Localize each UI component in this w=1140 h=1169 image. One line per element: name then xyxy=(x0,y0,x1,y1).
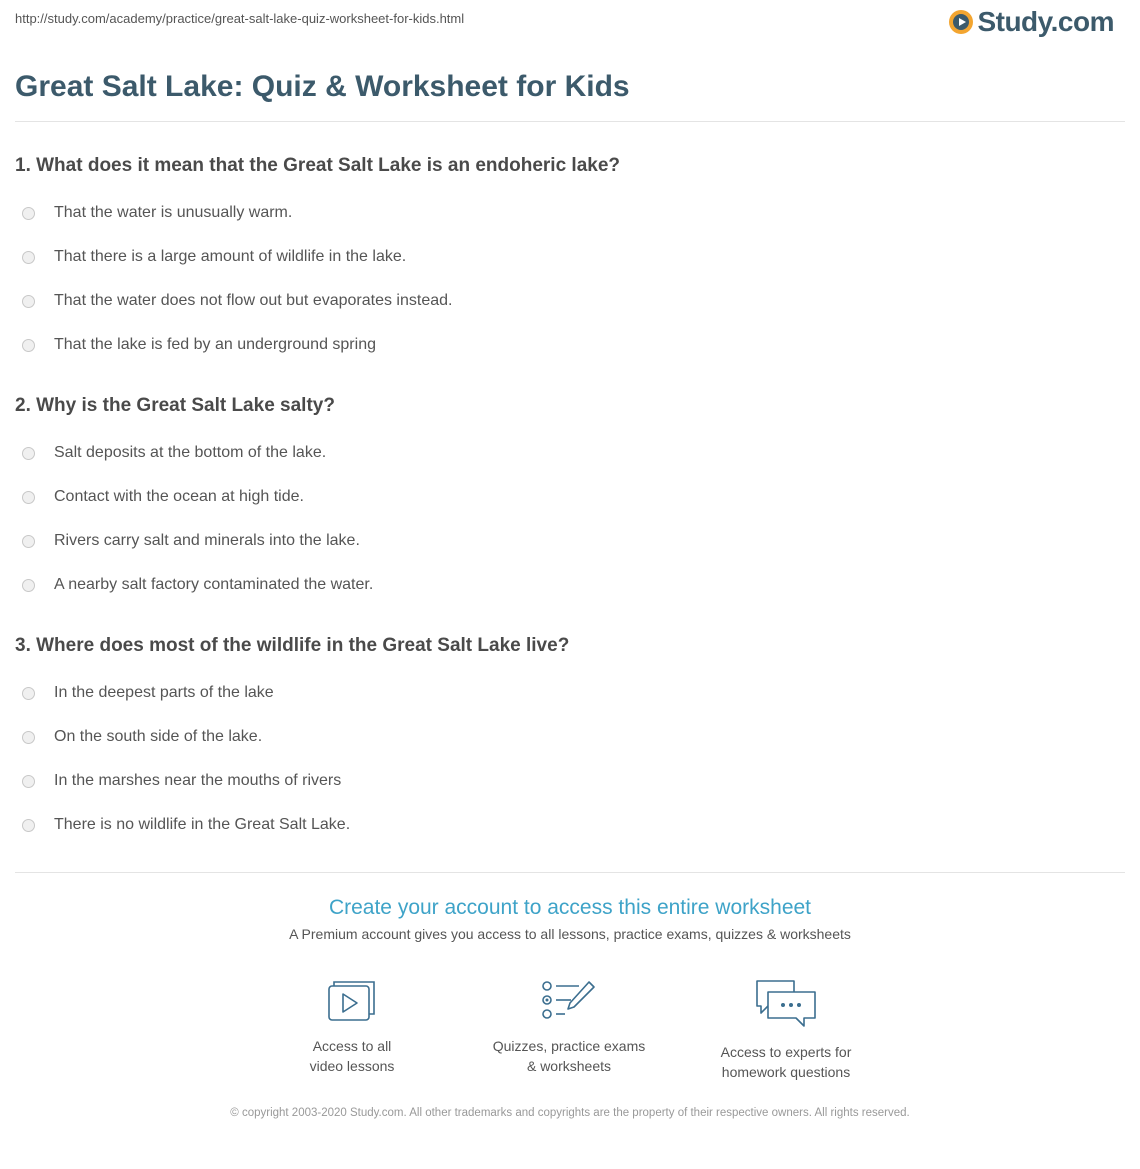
answer-label: There is no wildlife in the Great Salt Lake. xyxy=(54,816,351,833)
answer-option[interactable] xyxy=(15,767,1125,811)
radio-button[interactable] xyxy=(22,207,35,220)
answer-option[interactable] xyxy=(15,243,1125,287)
answer-label: That the water does not flow out but evaporates instead. xyxy=(54,292,453,309)
feature-quizzes xyxy=(474,978,664,1076)
page-url: http://study.com/academy/practice/great-salt-lake-quiz-worksheet-for-kids.html xyxy=(15,11,465,26)
radio-button[interactable] xyxy=(22,251,35,264)
answer-label: Contact with the ocean at high tide. xyxy=(54,488,304,505)
answer-option[interactable] xyxy=(15,483,1125,527)
radio-button[interactable] xyxy=(22,491,35,504)
feature-label: Quizzes, practice exams & worksheets xyxy=(492,1038,646,1074)
radio-button[interactable] xyxy=(22,775,35,788)
logo-text: Study.com xyxy=(977,6,1114,37)
answer-list xyxy=(15,199,1125,375)
answer-list xyxy=(15,679,1125,855)
answer-label: Rivers carry salt and minerals into the lake. xyxy=(54,532,360,549)
answer-label: Salt deposits at the bottom of the lake. xyxy=(54,444,327,461)
answer-option[interactable] xyxy=(15,439,1125,483)
quiz-checklist-icon xyxy=(541,978,597,1024)
feature-experts xyxy=(691,978,881,1082)
answer-label: In the deepest parts of the lake xyxy=(54,684,274,701)
answer-label: That the water is unusually warm. xyxy=(54,204,293,221)
feature-video-lessons xyxy=(257,978,447,1076)
answer-label: A nearby salt factory contaminated the water. xyxy=(54,576,374,593)
answer-label: That there is a large amount of wildlife in the lake. xyxy=(54,248,407,265)
radio-button[interactable] xyxy=(22,731,35,744)
question-title: 2. Why is the Great Salt Lake salty? xyxy=(15,395,335,416)
answer-option[interactable] xyxy=(15,571,1125,615)
feature-label: Access to all video lessons xyxy=(309,1038,395,1074)
question-1 xyxy=(15,155,1125,375)
question-3 xyxy=(15,635,1125,855)
radio-button[interactable] xyxy=(22,819,35,832)
radio-button[interactable] xyxy=(22,535,35,548)
cta-subtitle: A Premium account gives you access to all lessons, practice exams, quizzes & worksheets xyxy=(289,926,851,942)
radio-button[interactable] xyxy=(22,687,35,700)
copyright-text: © copyright 2003-2020 Study.com. All other trademarks and copyrights are the property of their respective owners. All rights reserved. xyxy=(230,1107,910,1119)
answer-option[interactable] xyxy=(15,527,1125,571)
answer-label: On the south side of the lake. xyxy=(54,728,263,745)
answer-option[interactable] xyxy=(15,811,1125,855)
section-divider xyxy=(15,872,1125,873)
answer-list xyxy=(15,439,1125,615)
study-logo[interactable] xyxy=(949,6,1114,38)
answer-label: In the marshes near the mouths of rivers xyxy=(54,772,342,789)
chat-bubbles-icon xyxy=(754,978,818,1030)
play-logo-icon xyxy=(949,10,973,34)
question-title: 1. What does it mean that the Great Salt Lake is an endoheric lake? xyxy=(15,155,621,176)
radio-button[interactable] xyxy=(22,339,35,352)
answer-option[interactable] xyxy=(15,199,1125,243)
answer-label: That the lake is fed by an underground spring xyxy=(54,336,376,353)
answer-option[interactable] xyxy=(15,331,1125,375)
answer-option[interactable] xyxy=(15,287,1125,331)
video-lessons-icon xyxy=(326,978,378,1024)
title-divider xyxy=(15,121,1125,122)
cta-link[interactable]: Create your account to access this entire worksheet xyxy=(328,896,812,919)
question-title: 3. Where does most of the wildlife in the Great Salt Lake live? xyxy=(15,635,570,656)
signup-cta xyxy=(0,896,1140,942)
answer-option[interactable] xyxy=(15,679,1125,723)
radio-button[interactable] xyxy=(22,447,35,460)
answer-option[interactable] xyxy=(15,723,1125,767)
page-title: Great Salt Lake: Quiz & Worksheet for Kids xyxy=(15,70,630,103)
radio-button[interactable] xyxy=(22,579,35,592)
feature-label: Access to experts for homework questions xyxy=(720,1044,852,1080)
question-2 xyxy=(15,395,1125,615)
radio-button[interactable] xyxy=(22,295,35,308)
